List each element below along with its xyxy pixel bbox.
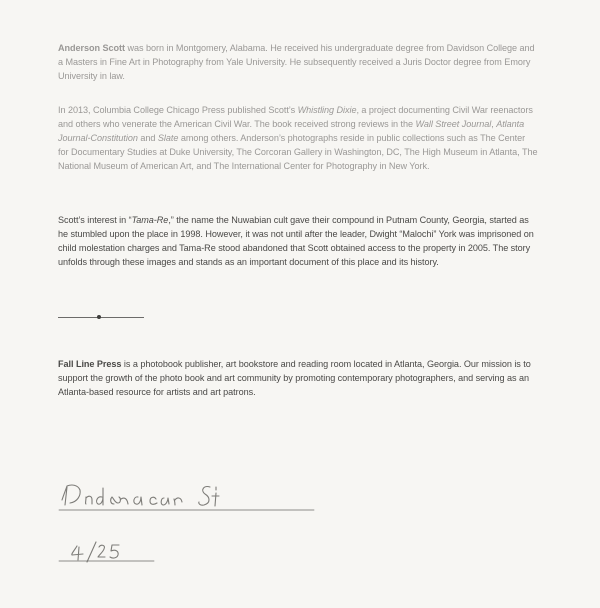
newspaper-title: Atlanta Journal-Constitution <box>58 119 525 143</box>
newspaper-title: Wall Street Journal <box>415 119 492 129</box>
artist-name: Anderson Scott <box>58 43 126 53</box>
book-title: Whistling Dixie <box>297 105 357 115</box>
publication-text: , a project documenting Civil War reenactors and others who venerate the American Civil War. The book received strong reviews in the <box>58 105 533 129</box>
artist-bio-text: was born in Montgomery, Alabama. He received his undergraduate degree from Davidson College and a Masters in Fine Art in Photography from Yale University. He subsequently received a Juris Doctor degree from Emory University in law. <box>58 43 535 81</box>
magazine-title: Slate <box>157 133 179 143</box>
publication-text: among others. Anderson’s photographs reside in public collections such as The Center for Documentary Studies at Duke University, The Corcoran Gallery in Washington, DC, The High Museum in Atlanta, The National Museum of American Art, and The International Center for Photography in New York. <box>58 133 538 171</box>
tama-re-text: Scott’s interest in “ <box>58 215 132 225</box>
publication-text: and <box>137 133 158 143</box>
publication-text: , <box>491 119 497 129</box>
tama-re-name: Tama-Re <box>131 215 169 225</box>
publication-text: In 2013, Columbia College Chicago Press published Scott’s <box>58 105 298 115</box>
publisher-text: is a photobook publisher, art bookstore and reading room located in Atlanta, Georgia. Our mission is to support the growth of the photo book and art community by promoting contemporary photographers, and serving as an Atlanta-based resource for artists and art patrons. <box>58 359 531 397</box>
handwritten-numbering <box>72 542 119 562</box>
tama-re-text: ,” the name the Nuwabian cult gave their compound in Putnam County, Georgia, started as he stumbled upon the place in 1998. However, it was not until after the leader, Dwight “Malochi” York was imprisoned on child molestation charges and Tama-Re stood abandoned that Scott obtained access to the property in 2005. The story unfolds through these images and stands as an important document of this place and its history. <box>58 215 534 267</box>
publisher-name: Fall Line Press <box>58 359 122 369</box>
handwritten-signature <box>62 485 219 506</box>
